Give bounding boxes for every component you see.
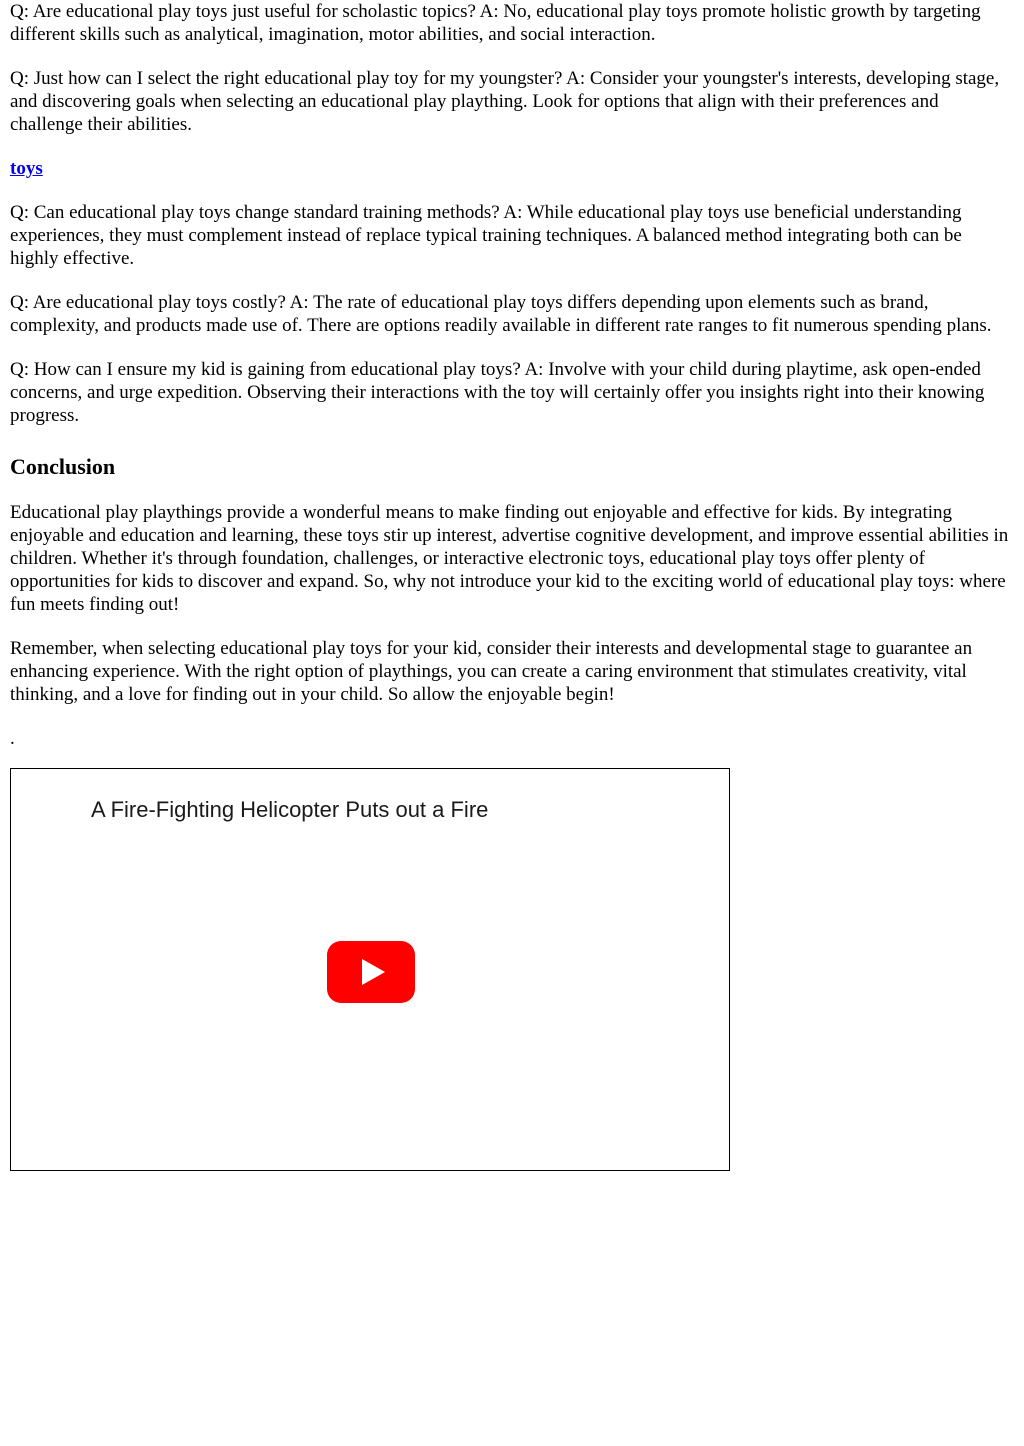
- conclusion-paragraph-2: Remember, when selecting educational play toys for your kid, consider their interests and developmental stage to guarantee an enhancing experience. With the right option of playthings, you can create a caring environment that stimulates creativity, vital thinking, and a love for finding out in your child. So allow the enjoyable begin!: [10, 638, 973, 705]
- faq-paragraph-1: Q: Are educational play toys just useful for scholastic topics? A: No, educational play toys promote holistic growth by targeting different skills such as analytical, imagination, motor abilities, and social interaction.: [10, 1, 981, 45]
- embedded-video[interactable]: [10, 768, 730, 1171]
- faq-paragraph-5: Q: How can I ensure my kid is gaining from educational play toys? A: Involve with your child during playtime, ask open-ended concerns, and urge expedition. Observing their interactions with the toy will certainly offer you insights right into their knowing progress.: [10, 359, 985, 426]
- toys-link-paragraph: [10, 157, 1014, 180]
- toys-link[interactable]: toys: [10, 158, 43, 179]
- faq-paragraph-4: Q: Are educational play toys costly? A: The rate of educational play toys differs depending upon elements such as brand, complexity, and products made use of. There are options readily available in different rate ranges to fit numerous spending plans.: [10, 292, 992, 336]
- video-title[interactable]: A Fire-Fighting Helicopter Puts out a Fire: [91, 797, 489, 822]
- conclusion-heading: Conclusion: [10, 454, 116, 479]
- dot-separator: .: [10, 728, 15, 749]
- youtube-play-icon[interactable]: [327, 941, 415, 1003]
- conclusion-paragraph-1: Educational play playthings provide a wonderful means to make finding out enjoyable and effective for kids. By integrating enjoyable and education and learning, these toys stir up interest, advertise cognitive development, and improve essential abilities in children. Whether it's through foundation, challenges, or interactive electronic toys, educational play toys offer plenty of opportunities for kids to discover and expand. So, why not introduce your kid to the exciting world of educational play toys: where fun meets finding out!: [10, 502, 1009, 615]
- faq-paragraph-3: Q: Can educational play toys change standard training methods? A: While educational play toys use beneficial understanding experiences, they must complement instead of replace typical training techniques. A balanced method integrating both can be highly effective.: [10, 202, 962, 269]
- faq-paragraph-2: Q: Just how can I select the right educational play toy for my youngster? A: Consider your youngster's interests, developing stage, and discovering goals when selecting an educational play plaything. Look for options that align with their preferences and challenge their abilities.: [10, 68, 1000, 135]
